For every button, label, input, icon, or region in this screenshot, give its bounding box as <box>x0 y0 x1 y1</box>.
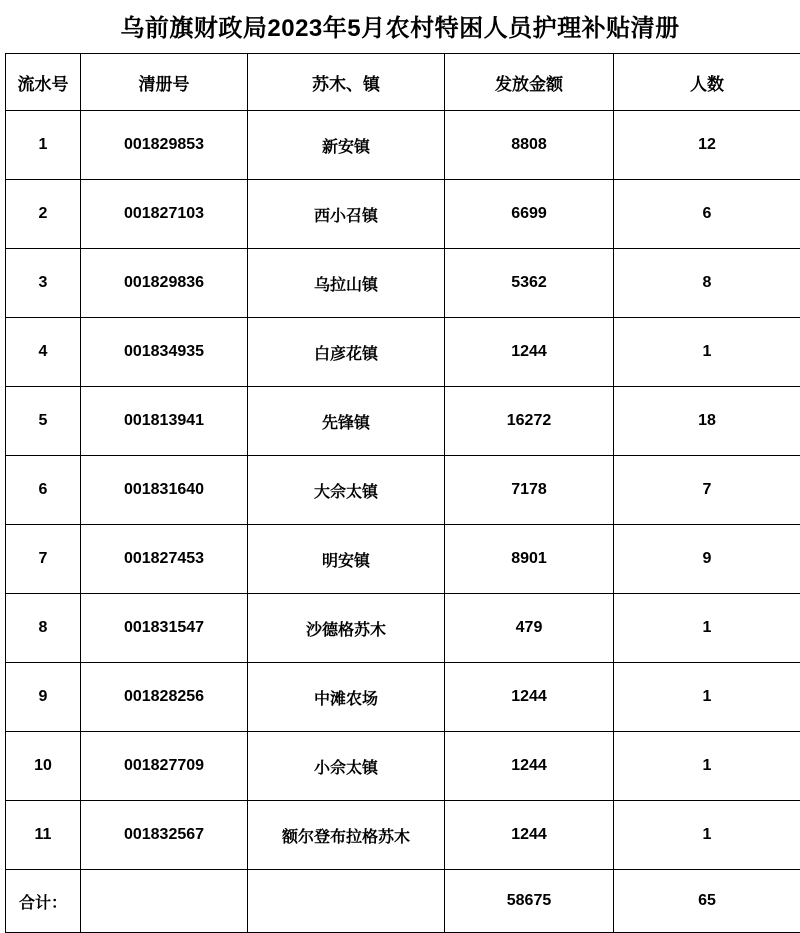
cell-people: 18 <box>614 387 800 456</box>
cell-people: 1 <box>614 732 800 801</box>
cell-register-no: 001831640 <box>81 456 248 525</box>
cell-people: 1 <box>614 801 800 870</box>
cell-amount: 1244 <box>445 801 614 870</box>
page-title: 乌前旗财政局2023年5月农村特困人员护理补贴清册 <box>0 0 800 53</box>
cell-register-no: 001829836 <box>81 249 248 318</box>
table-row <box>6 594 800 663</box>
total-register-no <box>81 870 248 933</box>
cell-amount: 479 <box>445 594 614 663</box>
table-row <box>6 801 800 870</box>
cell-serial: 2 <box>6 180 81 249</box>
cell-people: 12 <box>614 111 800 180</box>
cell-amount: 7178 <box>445 456 614 525</box>
cell-people: 1 <box>614 318 800 387</box>
cell-people: 9 <box>614 525 800 594</box>
cell-serial: 10 <box>6 732 81 801</box>
cell-amount: 8808 <box>445 111 614 180</box>
column-header-serial: 流水号 <box>6 54 81 111</box>
cell-amount: 1244 <box>445 663 614 732</box>
table-row <box>6 387 800 456</box>
cell-register-no: 001827103 <box>81 180 248 249</box>
table-body <box>6 111 800 933</box>
table-total-row <box>6 870 800 933</box>
cell-register-no: 001834935 <box>81 318 248 387</box>
cell-people: 7 <box>614 456 800 525</box>
cell-register-no: 001813941 <box>81 387 248 456</box>
table-row <box>6 456 800 525</box>
table-row <box>6 318 800 387</box>
table-header-row <box>6 54 800 111</box>
cell-people: 1 <box>614 663 800 732</box>
total-people: 65 <box>614 870 800 933</box>
table-row <box>6 111 800 180</box>
cell-serial: 11 <box>6 801 81 870</box>
cell-serial: 9 <box>6 663 81 732</box>
cell-township: 额尔登布拉格苏木 <box>248 801 445 870</box>
cell-serial: 4 <box>6 318 81 387</box>
table-row <box>6 180 800 249</box>
total-amount: 58675 <box>445 870 614 933</box>
cell-township: 小佘太镇 <box>248 732 445 801</box>
cell-township: 新安镇 <box>248 111 445 180</box>
cell-register-no: 001827709 <box>81 732 248 801</box>
cell-amount: 16272 <box>445 387 614 456</box>
total-township <box>248 870 445 933</box>
cell-township: 大佘太镇 <box>248 456 445 525</box>
cell-serial: 6 <box>6 456 81 525</box>
cell-serial: 3 <box>6 249 81 318</box>
cell-people: 1 <box>614 594 800 663</box>
cell-serial: 8 <box>6 594 81 663</box>
cell-amount: 6699 <box>445 180 614 249</box>
table-row <box>6 525 800 594</box>
column-header-township: 苏木、镇 <box>248 54 445 111</box>
cell-serial: 5 <box>6 387 81 456</box>
cell-township: 中滩农场 <box>248 663 445 732</box>
cell-township: 沙德格苏木 <box>248 594 445 663</box>
cell-register-no: 001832567 <box>81 801 248 870</box>
subsidy-table <box>5 53 800 933</box>
cell-register-no: 001827453 <box>81 525 248 594</box>
cell-township: 先锋镇 <box>248 387 445 456</box>
cell-amount: 1244 <box>445 318 614 387</box>
cell-amount: 1244 <box>445 732 614 801</box>
cell-township: 白彦花镇 <box>248 318 445 387</box>
cell-amount: 8901 <box>445 525 614 594</box>
total-label: 合计： <box>6 870 81 933</box>
cell-township: 乌拉山镇 <box>248 249 445 318</box>
cell-amount: 5362 <box>445 249 614 318</box>
column-header-amount: 发放金额 <box>445 54 614 111</box>
table-row <box>6 732 800 801</box>
cell-register-no: 001828256 <box>81 663 248 732</box>
cell-township: 明安镇 <box>248 525 445 594</box>
cell-register-no: 001829853 <box>81 111 248 180</box>
cell-people: 6 <box>614 180 800 249</box>
cell-register-no: 001831547 <box>81 594 248 663</box>
column-header-people: 人数 <box>614 54 800 111</box>
cell-township: 西小召镇 <box>248 180 445 249</box>
column-header-register-no: 清册号 <box>81 54 248 111</box>
cell-serial: 1 <box>6 111 81 180</box>
table-row <box>6 663 800 732</box>
cell-people: 8 <box>614 249 800 318</box>
cell-serial: 7 <box>6 525 81 594</box>
table-row <box>6 249 800 318</box>
